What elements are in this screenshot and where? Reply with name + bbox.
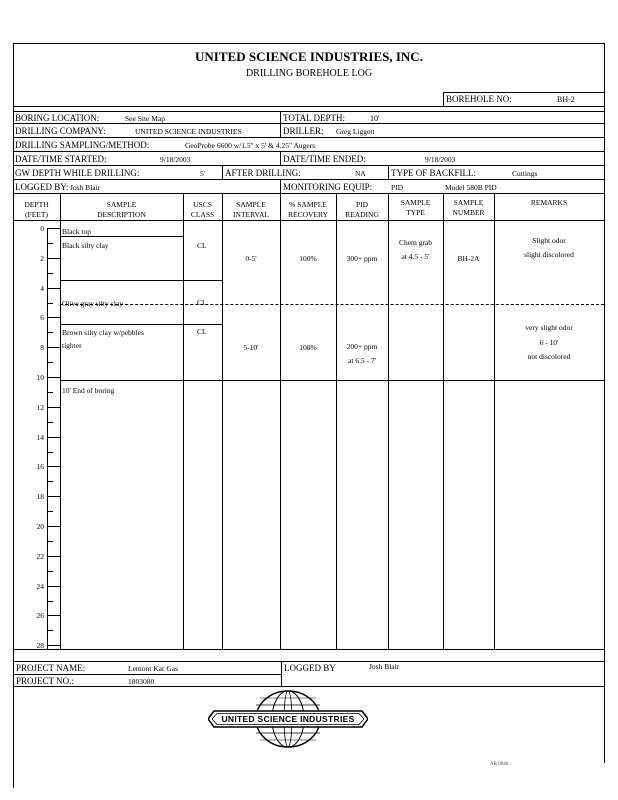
sampling-method-value: GeoProbe 6600 w/1.5" x 5' & 4.25" Augers [185,141,316,150]
backfill-label: TYPE OF BACKFILL: [391,168,477,178]
col-type-2: TYPE [406,208,425,217]
project-no-value: 1803080 [128,677,155,686]
footer-logged-by-value: Josh Blair [369,662,400,671]
litho-brown-clay-1: Brown silty clay w/pebbles [62,328,144,337]
logged-by-value: Josh Blair [70,183,101,192]
depth-minor-tick [47,601,53,602]
col-recovery-1: % SAMPLE [289,200,327,209]
depth-tick [47,347,60,348]
depth-minor-tick [47,541,53,542]
total-depth-value: 10' [370,114,380,123]
depth-label: 24 [36,581,44,591]
depth-minor-tick [47,511,53,512]
boring-location-value: See Site Map [125,114,165,123]
depth-tick [47,377,60,378]
gw-depth-label: GW DEPTH WHILE DRILLING: [15,168,140,178]
col-number-1: SAMPLE [453,198,484,207]
depth-minor-tick [47,273,53,274]
litho-blacktop: Black top [62,227,91,236]
col-desc-1: SAMPLE [106,200,137,209]
col-remarks: REMARKS [530,198,568,207]
depth-tick [47,466,60,467]
sampling-method-label: DRILLING SAMPLING/METHOD: [15,140,150,150]
gw-depth-value: 5' [200,169,206,178]
depth-label: 28 [36,641,44,651]
ended-label: DATE/TIME ENDED: [283,154,366,164]
footer-logged-by-label: LOGGED BY [284,663,336,673]
depth-minor-tick [47,243,53,244]
litho-brown-clay-2: tighter [62,341,82,350]
s1-remarks-1: Slight odor [532,236,566,245]
depth-label: 2 [40,253,44,263]
depth-tick [47,317,60,318]
litho-black-clay: Black silty clay [62,241,109,250]
s1-type-2: at 4.5 - 5' [401,252,430,261]
s1-pid: 300+ ppm [346,254,378,263]
depth-minor-tick [47,422,53,423]
frame-left [13,43,14,788]
depth-tick [47,586,60,587]
company-logo [208,688,368,750]
logo-text: UNITED SCIENCE INDUSTRIES [221,713,355,724]
monitoring-value: PID [391,183,404,192]
depth-label: 16 [36,462,44,472]
project-name-label: PROJECT NAME: [16,663,86,673]
borehole-value: BH-2 [557,95,575,104]
after-drilling-value: NA [355,169,366,178]
s1-number: BH-2A [457,254,480,263]
frame-top [13,43,605,44]
depth-label: 20 [36,522,44,531]
depth-tick [47,258,60,259]
col-type-1: SAMPLE [400,198,431,207]
depth-tick [47,228,60,229]
depth-minor-tick [47,481,53,482]
s1-interval: 0-5' [245,254,257,263]
s2-pid-1: 200+ ppm [346,342,378,351]
project-name-value: Lemont Kar Gas [128,664,178,673]
depth-minor-tick [47,362,53,363]
depth-tick [47,526,60,527]
depth-tick [47,496,60,497]
col-interval-1: SAMPLE [236,200,266,209]
s1-recovery: 100% [299,254,317,263]
depth-label: 8 [40,343,44,353]
litho-olive-clay: Olive gray silty clay [62,299,124,308]
depth-label: 4 [40,283,44,293]
depth-label: 22 [36,551,44,561]
depth-minor-tick [47,392,53,393]
borehole-label: BOREHOLE NO: [446,94,512,104]
col-recovery-2: RECOVERY [287,210,328,219]
depth-tick [47,407,60,408]
col-depth-1: DEPTH [24,200,49,209]
drilling-company-label: DRILLING COMPANY: [15,126,106,136]
depth-minor-tick [47,571,53,572]
after-drilling-label: AFTER DRILLING: [225,168,301,178]
s2-remarks-2: 6 - 10' [539,338,559,347]
total-depth-label: TOTAL DEPTH: [283,113,346,123]
depth-label: 12 [36,402,44,412]
page-mark: AR 0046 [490,762,509,767]
depth-label: 10 [36,373,44,382]
col-pid-2: READING [345,210,379,219]
col-number-2: NUMBER [452,208,485,217]
monitoring-label: MONITORING EQUIP: [283,182,373,192]
depth-tick [47,556,60,557]
uscs-black-clay: CL [197,241,207,250]
depth-tick [47,615,60,616]
s2-pid-2: at 6.5 - 7' [347,356,376,365]
s2-interval: 5-10' [243,343,259,352]
driller-value: Greg Liggett [336,127,375,136]
uscs-brown-clay: CL [197,327,207,336]
started-label: DATE/TIME STARTED: [15,154,107,164]
depth-tick [47,437,60,438]
depth-label: 0 [40,224,44,233]
driller-label: DRILLER: [283,126,324,136]
logged-by-label: LOGGED BY: [15,182,69,192]
depth-label: 14 [36,432,44,442]
col-pid-1: PID [355,200,369,209]
boring-location-label: BORING LOCATION: [15,113,100,123]
depth-minor-tick [47,452,53,453]
depth-tick [47,645,60,646]
col-depth-2: (FEET) [25,210,48,219]
s2-remarks-3: not discolored [527,352,571,361]
company-title: UNITED SCIENCE INDUSTRIES, INC. [195,49,423,64]
depth-label: 26 [36,611,44,621]
uscs-olive-clay: CL [197,298,207,307]
end-of-boring: 10' End of boring [62,386,115,395]
col-uscs-1: USCS [193,200,212,209]
col-interval-2: INTERVAL [233,210,269,219]
depth-minor-tick [47,630,53,631]
model-value: Model 580B PID [445,183,497,192]
s2-recovery: 100% [299,343,317,352]
s1-type-1: Chem grab [398,238,433,247]
project-no-label: PROJECT NO.: [16,676,74,686]
col-desc-2: DESCRIPTION [97,210,146,219]
depth-label: 6 [40,313,44,323]
depth-tick [47,288,60,289]
s2-remarks-1: very slight odor [525,323,573,332]
log-title: DRILLING BOREHOLE LOG [245,68,373,79]
depth-minor-tick [47,303,53,304]
depth-minor-tick [47,332,53,333]
s1-remarks-2: slight discolored [524,250,574,259]
col-uscs-2: CLASS [190,210,215,219]
started-value: 9/18/2003 [160,155,191,164]
drilling-company-value: UNITED SCIENCE INDUSTRIES [135,127,242,136]
ended-value: 9/18/2003 [425,155,456,164]
backfill-value: Cuttings [512,169,538,178]
depth-label: 18 [36,492,44,502]
